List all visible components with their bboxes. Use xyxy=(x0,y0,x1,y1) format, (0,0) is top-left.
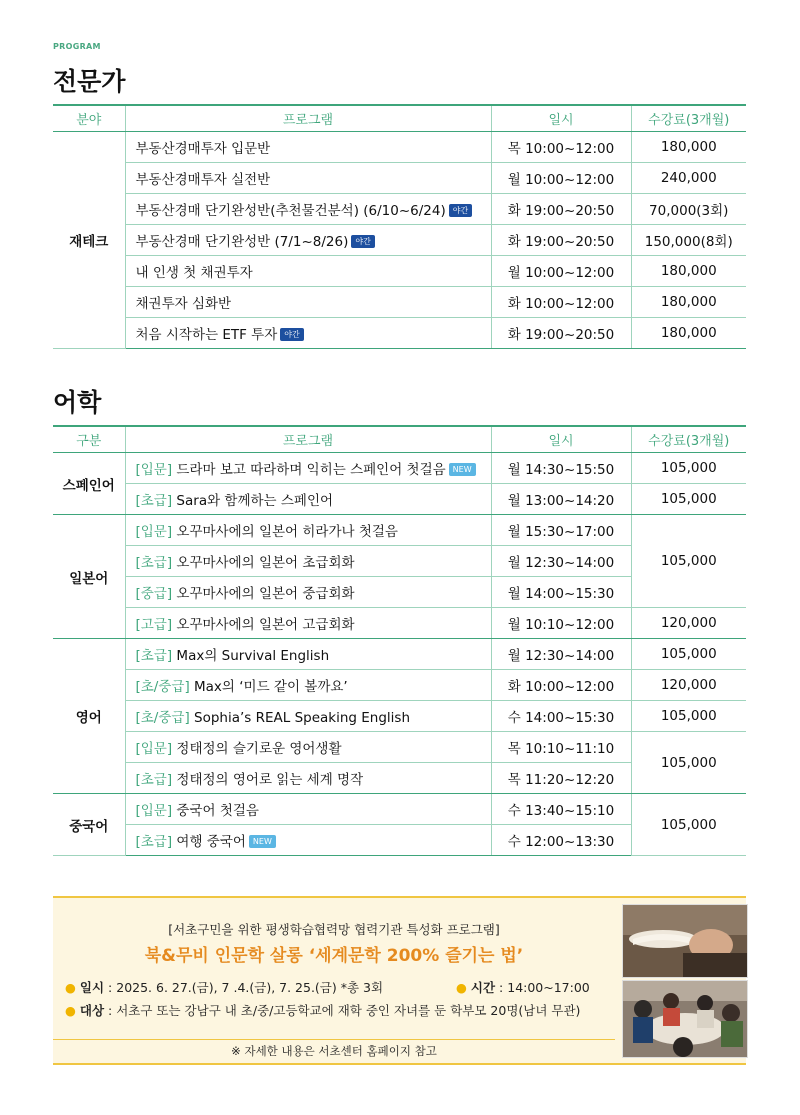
program-name: Max의 Survival English xyxy=(176,648,330,664)
fee-cell: 180,000 xyxy=(631,318,746,349)
section-title-expert: 전문가 xyxy=(53,67,126,96)
program-name: 정태정의 영어로 읽는 세계 명작 xyxy=(176,772,364,788)
time-cell: 월 13:00~14:20 xyxy=(491,484,631,515)
time-cell: 월 14:00~15:30 xyxy=(491,577,631,608)
program-tag: PROGRAM xyxy=(53,42,101,51)
date-value: : 2025. 6. 27.(금), 7 .4.(금), 7. 25.(금) *총 3회 xyxy=(104,980,384,995)
time-cell: 월 15:30~17:00 xyxy=(491,515,631,546)
promo-title: 북&무비 인문학 살롱 ‘세계문학 200% 즐기는 법’ xyxy=(144,946,524,966)
table-row xyxy=(53,194,746,225)
expert-table xyxy=(53,104,746,349)
program-cell xyxy=(125,163,491,194)
time-cell: 화 10:00~12:00 xyxy=(491,670,631,701)
fee-cell: 180,000 xyxy=(631,132,746,163)
fee-cell: 105,000 xyxy=(631,794,746,856)
table-row xyxy=(53,256,746,287)
fee-cell: 150,000(8회) xyxy=(631,225,746,256)
program-name: 드라마 보고 따라하며 익히는 스페인어 첫걸음 xyxy=(176,462,446,478)
bullet-icon: ● xyxy=(65,980,76,995)
night-badge: 야간 xyxy=(449,204,472,217)
program-cell xyxy=(125,732,491,763)
program-name: 정태정의 슬기로운 영어생활 xyxy=(176,741,342,757)
level-label: [입문] xyxy=(135,741,173,757)
program-cell xyxy=(125,515,491,546)
table-row xyxy=(53,732,746,763)
level-label: [중급] xyxy=(135,586,173,602)
table-row xyxy=(53,794,746,825)
fee-cell: 180,000 xyxy=(631,287,746,318)
table-row xyxy=(53,608,746,639)
table-row xyxy=(53,515,746,546)
fee-cell: 105,000 xyxy=(631,484,746,515)
promo-target-line xyxy=(65,1001,580,1019)
new-badge: NEW xyxy=(249,835,276,848)
program-cell xyxy=(125,453,491,484)
time-cell: 월 10:00~12:00 xyxy=(491,256,631,287)
category-cell: 재테크 xyxy=(53,132,125,349)
fee-cell: 120,000 xyxy=(631,608,746,639)
table-row xyxy=(53,132,746,163)
promo-subtitle: [서초구민을 위한 평생학습협력망 협력기관 특성화 프로그램] xyxy=(168,922,500,937)
program-cell xyxy=(125,794,491,825)
program-cell xyxy=(125,608,491,639)
time-label: 시간 xyxy=(470,980,496,995)
fee-cell: 105,000 xyxy=(631,515,746,608)
bullet-icon: ● xyxy=(456,980,467,995)
col-header: 일시 xyxy=(491,105,631,132)
col-header: 수강료(3개월) xyxy=(631,426,746,453)
table-row xyxy=(53,225,746,256)
program-cell xyxy=(125,132,491,163)
table-row xyxy=(53,163,746,194)
reading-photo xyxy=(622,904,748,978)
time-cell: 화 19:00~20:50 xyxy=(491,225,631,256)
date-label: 일시 xyxy=(79,980,105,995)
fee-cell: 105,000 xyxy=(631,701,746,732)
time-cell: 수 13:40~15:10 xyxy=(491,794,631,825)
program-name: 오꾸마사에의 일본어 고급회화 xyxy=(176,617,355,633)
promo-date-line xyxy=(65,978,383,996)
col-header: 프로그램 xyxy=(125,105,491,132)
category-cell: 일본어 xyxy=(53,515,125,639)
program-name: 부동산경매 단기완성반 (7/1~8/26) xyxy=(135,234,349,250)
night-badge: 야간 xyxy=(351,235,374,248)
level-label: [초/중급] xyxy=(135,710,190,726)
col-header: 프로그램 xyxy=(125,426,491,453)
table-row xyxy=(53,639,746,670)
program-cell xyxy=(125,577,491,608)
program-name: 오꾸마사에의 일본어 히라가나 첫걸음 xyxy=(176,524,398,540)
time-cell: 화 19:00~20:50 xyxy=(491,194,631,225)
level-label: [입문] xyxy=(135,524,173,540)
time-cell: 월 10:10~12:00 xyxy=(491,608,631,639)
table-row xyxy=(53,453,746,484)
program-name: 오꾸마사에의 일본어 초급회화 xyxy=(176,555,355,571)
table-row xyxy=(53,287,746,318)
time-cell: 월 10:00~12:00 xyxy=(491,163,631,194)
night-badge: 야간 xyxy=(280,328,303,341)
category-cell: 중국어 xyxy=(53,794,125,856)
level-label: [입문] xyxy=(135,803,173,819)
program-name: 부동산경매투자 입문반 xyxy=(135,141,271,157)
table-row xyxy=(53,701,746,732)
col-header: 일시 xyxy=(491,426,631,453)
col-header: 수강료(3개월) xyxy=(631,105,746,132)
category-cell: 영어 xyxy=(53,639,125,794)
program-cell xyxy=(125,256,491,287)
fee-cell: 240,000 xyxy=(631,163,746,194)
target-label: 대상 xyxy=(79,1003,105,1018)
fee-cell: 120,000 xyxy=(631,670,746,701)
language-table xyxy=(53,425,746,856)
section-title-language: 어학 xyxy=(53,388,102,417)
program-name: Sara와 함께하는 스페인어 xyxy=(176,493,334,509)
time-cell: 월 12:30~14:00 xyxy=(491,639,631,670)
promo-content xyxy=(53,898,615,1037)
time-cell: 목 11:20~12:20 xyxy=(491,763,631,794)
col-header: 구분 xyxy=(53,426,125,453)
program-cell xyxy=(125,670,491,701)
level-label: [초급] xyxy=(135,834,173,850)
fee-cell: 180,000 xyxy=(631,256,746,287)
program-cell xyxy=(125,318,491,349)
col-header: 분야 xyxy=(53,105,125,132)
promo-time-line xyxy=(456,978,590,996)
level-label: [초급] xyxy=(135,648,173,664)
level-label: [초급] xyxy=(135,772,173,788)
program-name: 채권투자 심화반 xyxy=(135,296,232,312)
program-cell xyxy=(125,763,491,794)
fee-cell: 70,000(3회) xyxy=(631,194,746,225)
level-label: [고급] xyxy=(135,617,173,633)
time-cell: 화 10:00~12:00 xyxy=(491,287,631,318)
program-name: 부동산경매투자 실전반 xyxy=(135,172,271,188)
promo-footnote: ※ 자세한 내용은 서초센터 홈페이지 참고 xyxy=(53,1039,615,1062)
category-cell: 스페인어 xyxy=(53,453,125,515)
time-value: : 14:00~17:00 xyxy=(495,980,590,995)
level-label: [입문] xyxy=(135,462,173,478)
time-cell: 월 12:30~14:00 xyxy=(491,546,631,577)
time-cell: 수 12:00~13:30 xyxy=(491,825,631,856)
program-cell xyxy=(125,194,491,225)
fee-cell: 105,000 xyxy=(631,453,746,484)
time-cell: 화 19:00~20:50 xyxy=(491,318,631,349)
program-name: 오꾸마사에의 일본어 중급회화 xyxy=(176,586,355,602)
table-row xyxy=(53,484,746,515)
time-cell: 목 10:10~11:10 xyxy=(491,732,631,763)
promo-box xyxy=(53,896,746,1065)
table-row xyxy=(53,318,746,349)
group-photo xyxy=(622,980,748,1058)
program-cell xyxy=(125,546,491,577)
program-cell xyxy=(125,639,491,670)
program-name: 중국어 첫걸음 xyxy=(176,803,259,819)
level-label: [초급] xyxy=(135,493,173,509)
time-cell: 목 10:00~12:00 xyxy=(491,132,631,163)
program-name: Max의 ‘미드 같이 볼까요’ xyxy=(194,679,348,695)
new-badge: NEW xyxy=(449,463,476,476)
target-value: : 서초구 또는 강남구 내 초/중/고등학교에 재학 중인 자녀를 둔 학부모 20명(남녀 무관) xyxy=(104,1003,581,1018)
program-name: Sophia’s REAL Speaking English xyxy=(194,710,411,726)
program-cell xyxy=(125,287,491,318)
program-name: 여행 중국어 xyxy=(176,834,246,850)
program-name: 부동산경매 단기완성반(추천물건분석) (6/10~6/24) xyxy=(135,203,446,219)
fee-cell: 105,000 xyxy=(631,732,746,794)
program-name: 처음 시작하는 ETF 투자 xyxy=(135,327,278,343)
time-cell: 수 14:00~15:30 xyxy=(491,701,631,732)
level-label: [초급] xyxy=(135,555,173,571)
time-cell: 월 14:30~15:50 xyxy=(491,453,631,484)
bullet-icon: ● xyxy=(65,1003,76,1018)
table-row xyxy=(53,670,746,701)
program-cell xyxy=(125,484,491,515)
fee-cell: 105,000 xyxy=(631,639,746,670)
program-cell xyxy=(125,225,491,256)
level-label: [초/중급] xyxy=(135,679,190,695)
program-cell xyxy=(125,701,491,732)
program-name: 내 인생 첫 채권투자 xyxy=(135,265,253,281)
program-cell xyxy=(125,825,491,856)
